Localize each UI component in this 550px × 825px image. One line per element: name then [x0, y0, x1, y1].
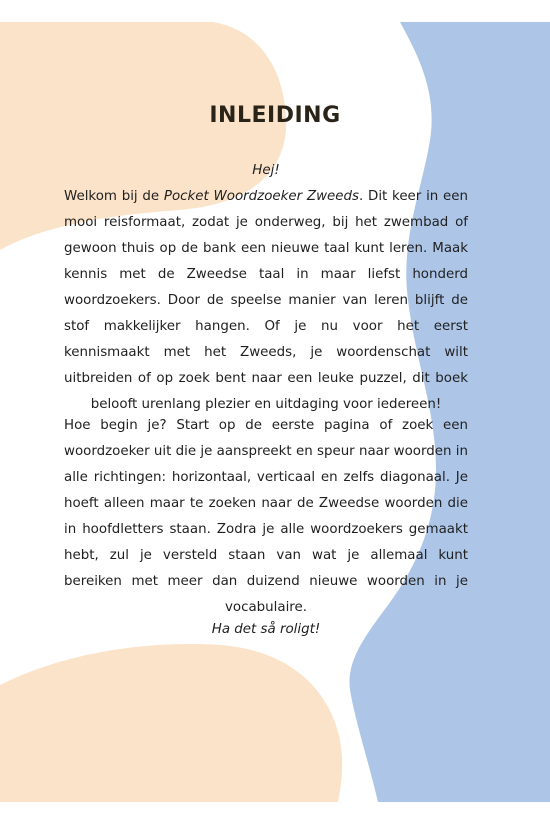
closing-line: Ha det så roligt! [211, 622, 321, 637]
intro-paragraph [64, 184, 468, 418]
intro-text-rest: . Dit keer in een mooi reisformaat, zodat je onderweg, bij het zwembad of gewoon thuis op de bank een nieuwe taal kunt leren. Maak kennis met de Zweedse taal in maar liefst honderd woordzoekers. Door de speelse manier van leren blijft de stof makkelijker hangen. Of je nu voor het eerst kennismaakt met het Zweeds, je woordenschat wilt uitbreiden of op zoek bent naar een leuke puzzel, dit boek belooft urenlang plezier en uitdaging voor iedereen! [64, 189, 468, 412]
instructions-paragraph: Hoe begin je? Start op de eerste pagina of zoek een woordzoeker uit die je aanspreekt en speur naar woorden in alle richtingen: horizontaal, verticaal en zelfs diagonaal. Je hoeft alleen maar te zoeken naar de Zweedse woorden die in hoofdletters staan. Zodra je alle woordzoekers gemaakt hebt, zul je versteld staan van wat je allemaal kunt bereiken met meer dan duizend nieuwe woorden in je vocabulaire. [64, 418, 468, 615]
book-title: Pocket Woordzoeker Zweeds [163, 189, 359, 204]
intro-text-start: Welkom bij de [64, 189, 164, 204]
page-title: INLEIDING [209, 103, 341, 128]
greeting: Hej! [252, 163, 280, 178]
